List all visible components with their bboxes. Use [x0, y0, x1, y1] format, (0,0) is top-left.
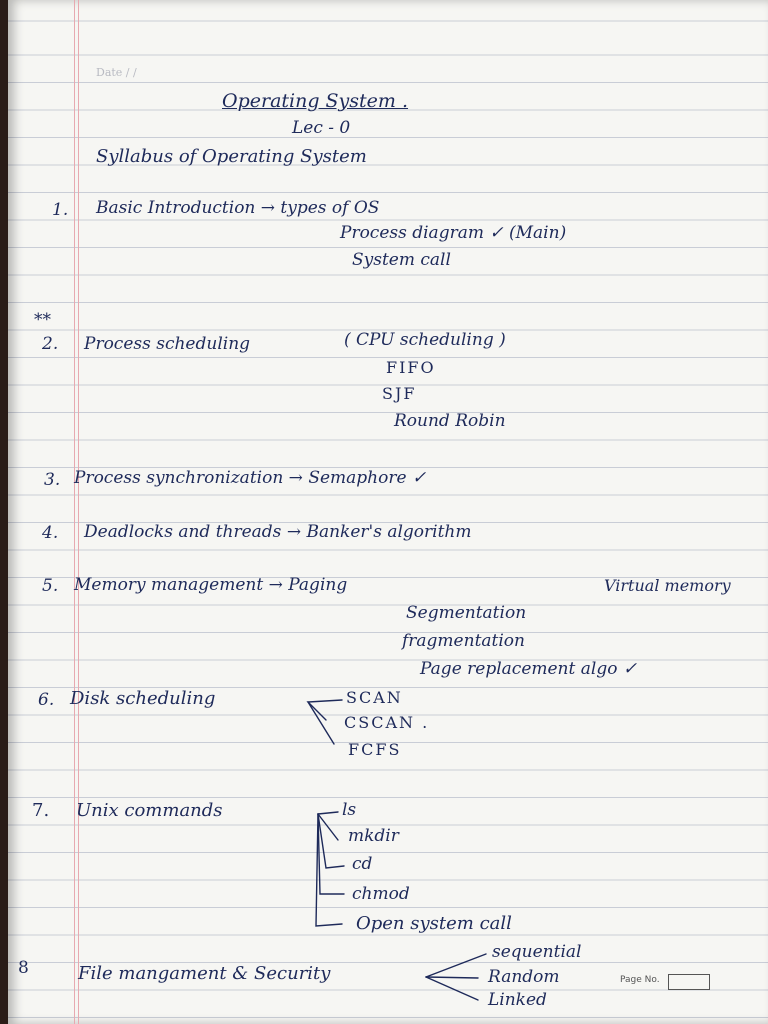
notebook-page	[8, 0, 768, 1024]
topic-7-text: Unix commands	[76, 800, 223, 821]
page-number-label: Page No.	[620, 975, 660, 985]
topic-1-text: Basic Introduction → types of OS	[96, 198, 380, 218]
topic-5-sub-1: Segmentation	[406, 603, 527, 623]
topic-2-sub-1: FIFO	[386, 358, 436, 377]
arrow-chmod	[318, 814, 344, 894]
arrow-linked	[426, 977, 478, 1000]
topic-2-sub-2: SJF	[382, 384, 417, 403]
topic-3-text: Process synchronization → Semaphore ✓	[74, 468, 427, 488]
topic-8-sub-1: sequential	[492, 942, 582, 962]
topic-1-number: 1.	[52, 200, 69, 220]
topic-6-number: 6.	[38, 690, 55, 710]
page-title: Operating System .	[222, 90, 409, 112]
topic-5-sub-3: Page replacement algo ✓	[420, 659, 638, 679]
topic-6-text: Disk scheduling	[70, 688, 216, 709]
topic-7-sub-5: Open system call	[356, 913, 512, 934]
topic-6-sub-1: SCAN	[346, 688, 403, 707]
topic-2-sub-3: Round Robin	[394, 411, 506, 431]
topic-8-number: 8	[18, 958, 29, 978]
topic-7-sub-4: chmod	[352, 884, 410, 904]
topic-8-sub-2: Random	[488, 967, 560, 987]
topic-7-sub-1: ls	[342, 800, 357, 820]
arrow-sequential	[426, 954, 486, 977]
topic-1-sub-2: System call	[352, 250, 451, 270]
syllabus-heading: Syllabus of Operating System	[96, 146, 367, 167]
arrow-ls	[318, 812, 338, 814]
topic-6-sub-3: FCFS	[348, 740, 402, 759]
topic-5-sub-2: fragmentation	[402, 631, 525, 651]
topic-1-sub-1: Process diagram ✓ (Main)	[340, 223, 567, 243]
topic-2-text: Process scheduling	[84, 334, 251, 354]
arrow-cd	[318, 814, 344, 868]
topic-7-sub-3: cd	[352, 854, 373, 874]
topic-3-number: 3.	[44, 470, 61, 490]
topic-8-text: File mangament & Security	[78, 963, 331, 984]
topic-5-number: 5.	[42, 576, 59, 596]
topic-8-sub-3: Linked	[488, 990, 547, 1010]
faint-date-print: Date / /	[96, 66, 137, 79]
topic-4-text: Deadlocks and threads → Banker's algorithm	[84, 522, 472, 542]
topic-2-number: 2.	[42, 334, 59, 354]
arrow-fcfs	[308, 702, 334, 744]
page-number-box	[668, 974, 710, 990]
topic-7-sub-2: mkdir	[348, 826, 399, 846]
topic-5-text: Memory management → Paging	[74, 575, 348, 595]
importance-marker: **	[34, 310, 51, 330]
arrow-strokes	[8, 0, 768, 1024]
arrow-random	[426, 977, 478, 978]
topic-6-sub-2: CSCAN .	[344, 713, 430, 732]
topic-5-aside: Virtual memory	[604, 576, 731, 595]
lecture-number: Lec - 0	[292, 118, 351, 138]
topic-2-paren: ( CPU scheduling )	[344, 330, 506, 350]
topic-4-number: 4.	[42, 523, 59, 543]
topic-7-number: 7.	[32, 800, 50, 821]
